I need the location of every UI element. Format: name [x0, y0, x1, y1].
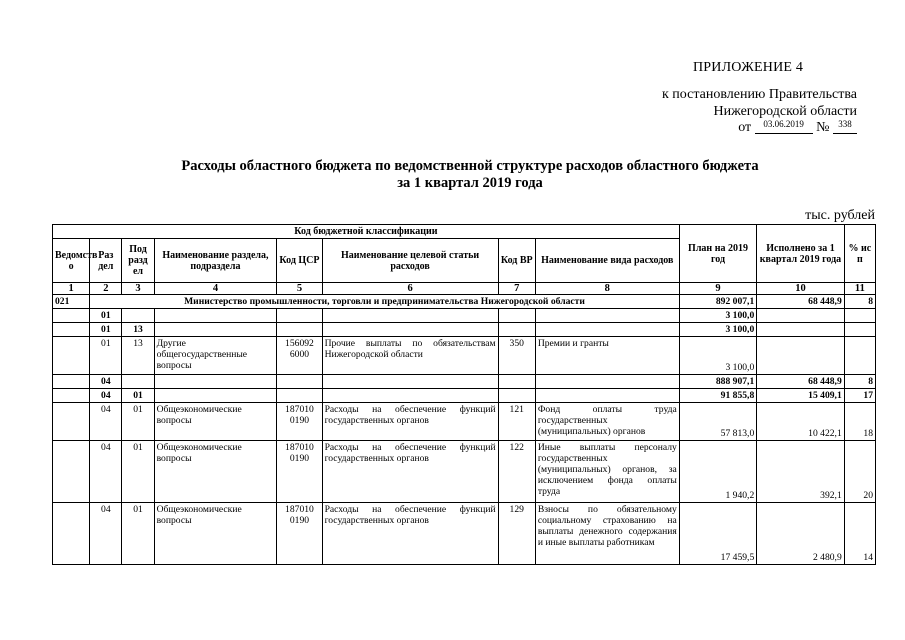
col-header-4: Наименование раздела, подраздела	[154, 239, 277, 283]
plan-cell: 57 813,0	[679, 403, 756, 441]
table-row	[53, 503, 876, 565]
ved-cell	[53, 441, 90, 503]
percent-cell: 8	[844, 375, 875, 389]
table-row	[53, 389, 876, 403]
table-row	[53, 337, 876, 375]
col-number: 9	[679, 283, 756, 295]
podrazdel-cell: 13	[122, 323, 154, 337]
plan-cell: 91 855,8	[679, 389, 756, 403]
plan-cell: 17 459,5	[679, 503, 756, 565]
csr-code-cell: 187010 0190	[277, 403, 322, 441]
percent-cell	[844, 337, 875, 375]
expense-kind-cell: Фонд оплаты труда государственных (муниципальных) органов	[535, 403, 679, 441]
decree-date-number	[738, 120, 857, 136]
podrazdel-cell: 01	[122, 441, 154, 503]
vr-code-cell: 122	[498, 441, 535, 503]
ved-cell	[53, 389, 90, 403]
units-label: тыс. рублей	[805, 208, 875, 223]
target-article-cell	[322, 389, 498, 403]
col-number: 2	[90, 283, 122, 295]
decree-number: 338	[838, 119, 852, 129]
razdel-cell: 01	[90, 309, 122, 323]
col-header-6: Наименование целевой статьи расходов	[322, 239, 498, 283]
decree-line-2: Нижегородской области	[713, 104, 857, 119]
ved-cell	[53, 503, 90, 565]
percent-cell	[844, 323, 875, 337]
target-article-cell: Прочие выплаты по обязательствам Нижегородской области	[322, 337, 498, 375]
section-name-cell: Общеэкономические вопросы	[154, 503, 277, 565]
csr-code-cell	[277, 323, 322, 337]
document-title	[120, 158, 820, 192]
plan-cell: 3 100,0	[679, 309, 756, 323]
section-name-cell	[154, 389, 277, 403]
percent-cell: 18	[844, 403, 875, 441]
razdel-cell: 01	[90, 337, 122, 375]
expense-kind-cell	[535, 389, 679, 403]
executed-cell	[757, 309, 845, 323]
decree-date: 03.06.2019	[763, 119, 804, 129]
executed-cell: 15 409,1	[757, 389, 845, 403]
budget-table	[52, 224, 876, 565]
csr-code-cell	[277, 389, 322, 403]
target-article-cell: Расходы на обеспечение функций государственных органов	[322, 441, 498, 503]
vr-code-cell	[498, 375, 535, 389]
target-article-cell	[322, 309, 498, 323]
expense-kind-cell	[535, 323, 679, 337]
razdel-cell: 04	[90, 389, 122, 403]
plan-cell: 888 907,1	[679, 375, 756, 389]
ministry-done: 68 448,9	[757, 295, 845, 309]
podrazdel-cell: 13	[122, 337, 154, 375]
vr-code-cell	[498, 309, 535, 323]
section-name-cell: Общеэкономические вопросы	[154, 403, 277, 441]
section-name-cell: Другие общегосударственные вопросы	[154, 337, 277, 375]
group-header: Код бюджетной классификации	[53, 225, 680, 239]
target-article-cell: Расходы на обеспечение функций государственных органов	[322, 503, 498, 565]
title-line-2: за 1 квартал 2019 года	[397, 175, 543, 191]
percent-cell: 17	[844, 389, 875, 403]
col-number: 5	[277, 283, 322, 295]
percent-cell: 20	[844, 441, 875, 503]
plan-cell: 3 100,0	[679, 323, 756, 337]
ved-cell	[53, 309, 90, 323]
executed-cell	[757, 337, 845, 375]
col-header-2: Раз дел	[90, 239, 122, 283]
expense-kind-cell: Взносы по обязательному социальному страхованию на выплаты денежного содержания и иные выплаты работникам	[535, 503, 679, 565]
decree-date-field	[755, 119, 813, 134]
csr-code-cell	[277, 309, 322, 323]
from-label: от	[738, 120, 752, 135]
col-header-10: Исполнено за 1 квартал 2019 года	[757, 225, 845, 283]
ved-cell	[53, 323, 90, 337]
decree-number-field	[833, 119, 857, 134]
ministry-pct: 8	[844, 295, 875, 309]
razdel-cell: 04	[90, 441, 122, 503]
ved-cell	[53, 337, 90, 375]
col-number: 3	[122, 283, 154, 295]
ved-cell	[53, 403, 90, 441]
razdel-cell: 04	[90, 503, 122, 565]
col-number: 10	[757, 283, 845, 295]
csr-code-cell: 187010 0190	[277, 503, 322, 565]
ministry-code: 021	[53, 295, 90, 309]
podrazdel-cell: 01	[122, 389, 154, 403]
csr-code-cell	[277, 375, 322, 389]
ministry-plan: 892 007,1	[679, 295, 756, 309]
expense-kind-cell	[535, 375, 679, 389]
col-number: 1	[53, 283, 90, 295]
ved-cell	[53, 375, 90, 389]
vr-code-cell	[498, 389, 535, 403]
razdel-cell: 04	[90, 403, 122, 441]
percent-cell: 14	[844, 503, 875, 565]
podrazdel-cell	[122, 375, 154, 389]
ministry-name: Министерство промышленности, торговли и предпринимательства Нижегородской области	[90, 295, 680, 309]
razdel-cell: 04	[90, 375, 122, 389]
col-header-8: Наименование вида расходов	[535, 239, 679, 283]
executed-cell: 10 422,1	[757, 403, 845, 441]
table-row	[53, 441, 876, 503]
plan-cell: 1 940,2	[679, 441, 756, 503]
table-row	[53, 375, 876, 389]
csr-code-cell: 156092 6000	[277, 337, 322, 375]
col-header-9: План на 2019 год	[679, 225, 756, 283]
table-row	[53, 323, 876, 337]
col-number: 7	[498, 283, 535, 295]
section-name-cell	[154, 375, 277, 389]
col-number: 4	[154, 283, 277, 295]
plan-cell: 3 100,0	[679, 337, 756, 375]
col-header-3: Под разд ел	[122, 239, 154, 283]
vr-code-cell: 121	[498, 403, 535, 441]
col-header-7: Код ВР	[498, 239, 535, 283]
decree-reference	[597, 86, 857, 120]
executed-cell: 2 480,9	[757, 503, 845, 565]
executed-cell	[757, 323, 845, 337]
table-row	[53, 403, 876, 441]
section-name-cell: Общеэкономические вопросы	[154, 441, 277, 503]
vr-code-cell: 350	[498, 337, 535, 375]
ministry-row	[53, 295, 876, 309]
target-article-cell	[322, 323, 498, 337]
col-number: 8	[535, 283, 679, 295]
col-header-1: Ведомств о	[53, 239, 90, 283]
executed-cell: 392,1	[757, 441, 845, 503]
expense-kind-cell	[535, 309, 679, 323]
section-name-cell	[154, 323, 277, 337]
target-article-cell	[322, 375, 498, 389]
section-name-cell	[154, 309, 277, 323]
target-article-cell: Расходы на обеспечение функций государственных органов	[322, 403, 498, 441]
vr-code-cell	[498, 323, 535, 337]
executed-cell: 68 448,9	[757, 375, 845, 389]
col-header-11: % ис п	[844, 225, 875, 283]
expense-kind-cell: Премии и гранты	[535, 337, 679, 375]
expense-kind-cell: Иные выплаты персоналу государственных (муниципальных) органов, за исключением фонда оплаты труда	[535, 441, 679, 503]
vr-code-cell: 129	[498, 503, 535, 565]
table-row	[53, 309, 876, 323]
appendix-label: ПРИЛОЖЕНИЕ 4	[693, 60, 804, 75]
col-number: 11	[844, 283, 875, 295]
decree-line-1: к постановлению Правительства	[661, 87, 857, 102]
podrazdel-cell: 01	[122, 403, 154, 441]
percent-cell	[844, 309, 875, 323]
podrazdel-cell: 01	[122, 503, 154, 565]
title-line-1: Расходы областного бюджета по ведомственной структуре расходов областного бюджета	[181, 158, 759, 174]
csr-code-cell: 187010 0190	[277, 441, 322, 503]
number-label: №	[816, 120, 830, 135]
podrazdel-cell	[122, 309, 154, 323]
col-number: 6	[322, 283, 498, 295]
razdel-cell: 01	[90, 323, 122, 337]
col-header-5: Код ЦСР	[277, 239, 322, 283]
